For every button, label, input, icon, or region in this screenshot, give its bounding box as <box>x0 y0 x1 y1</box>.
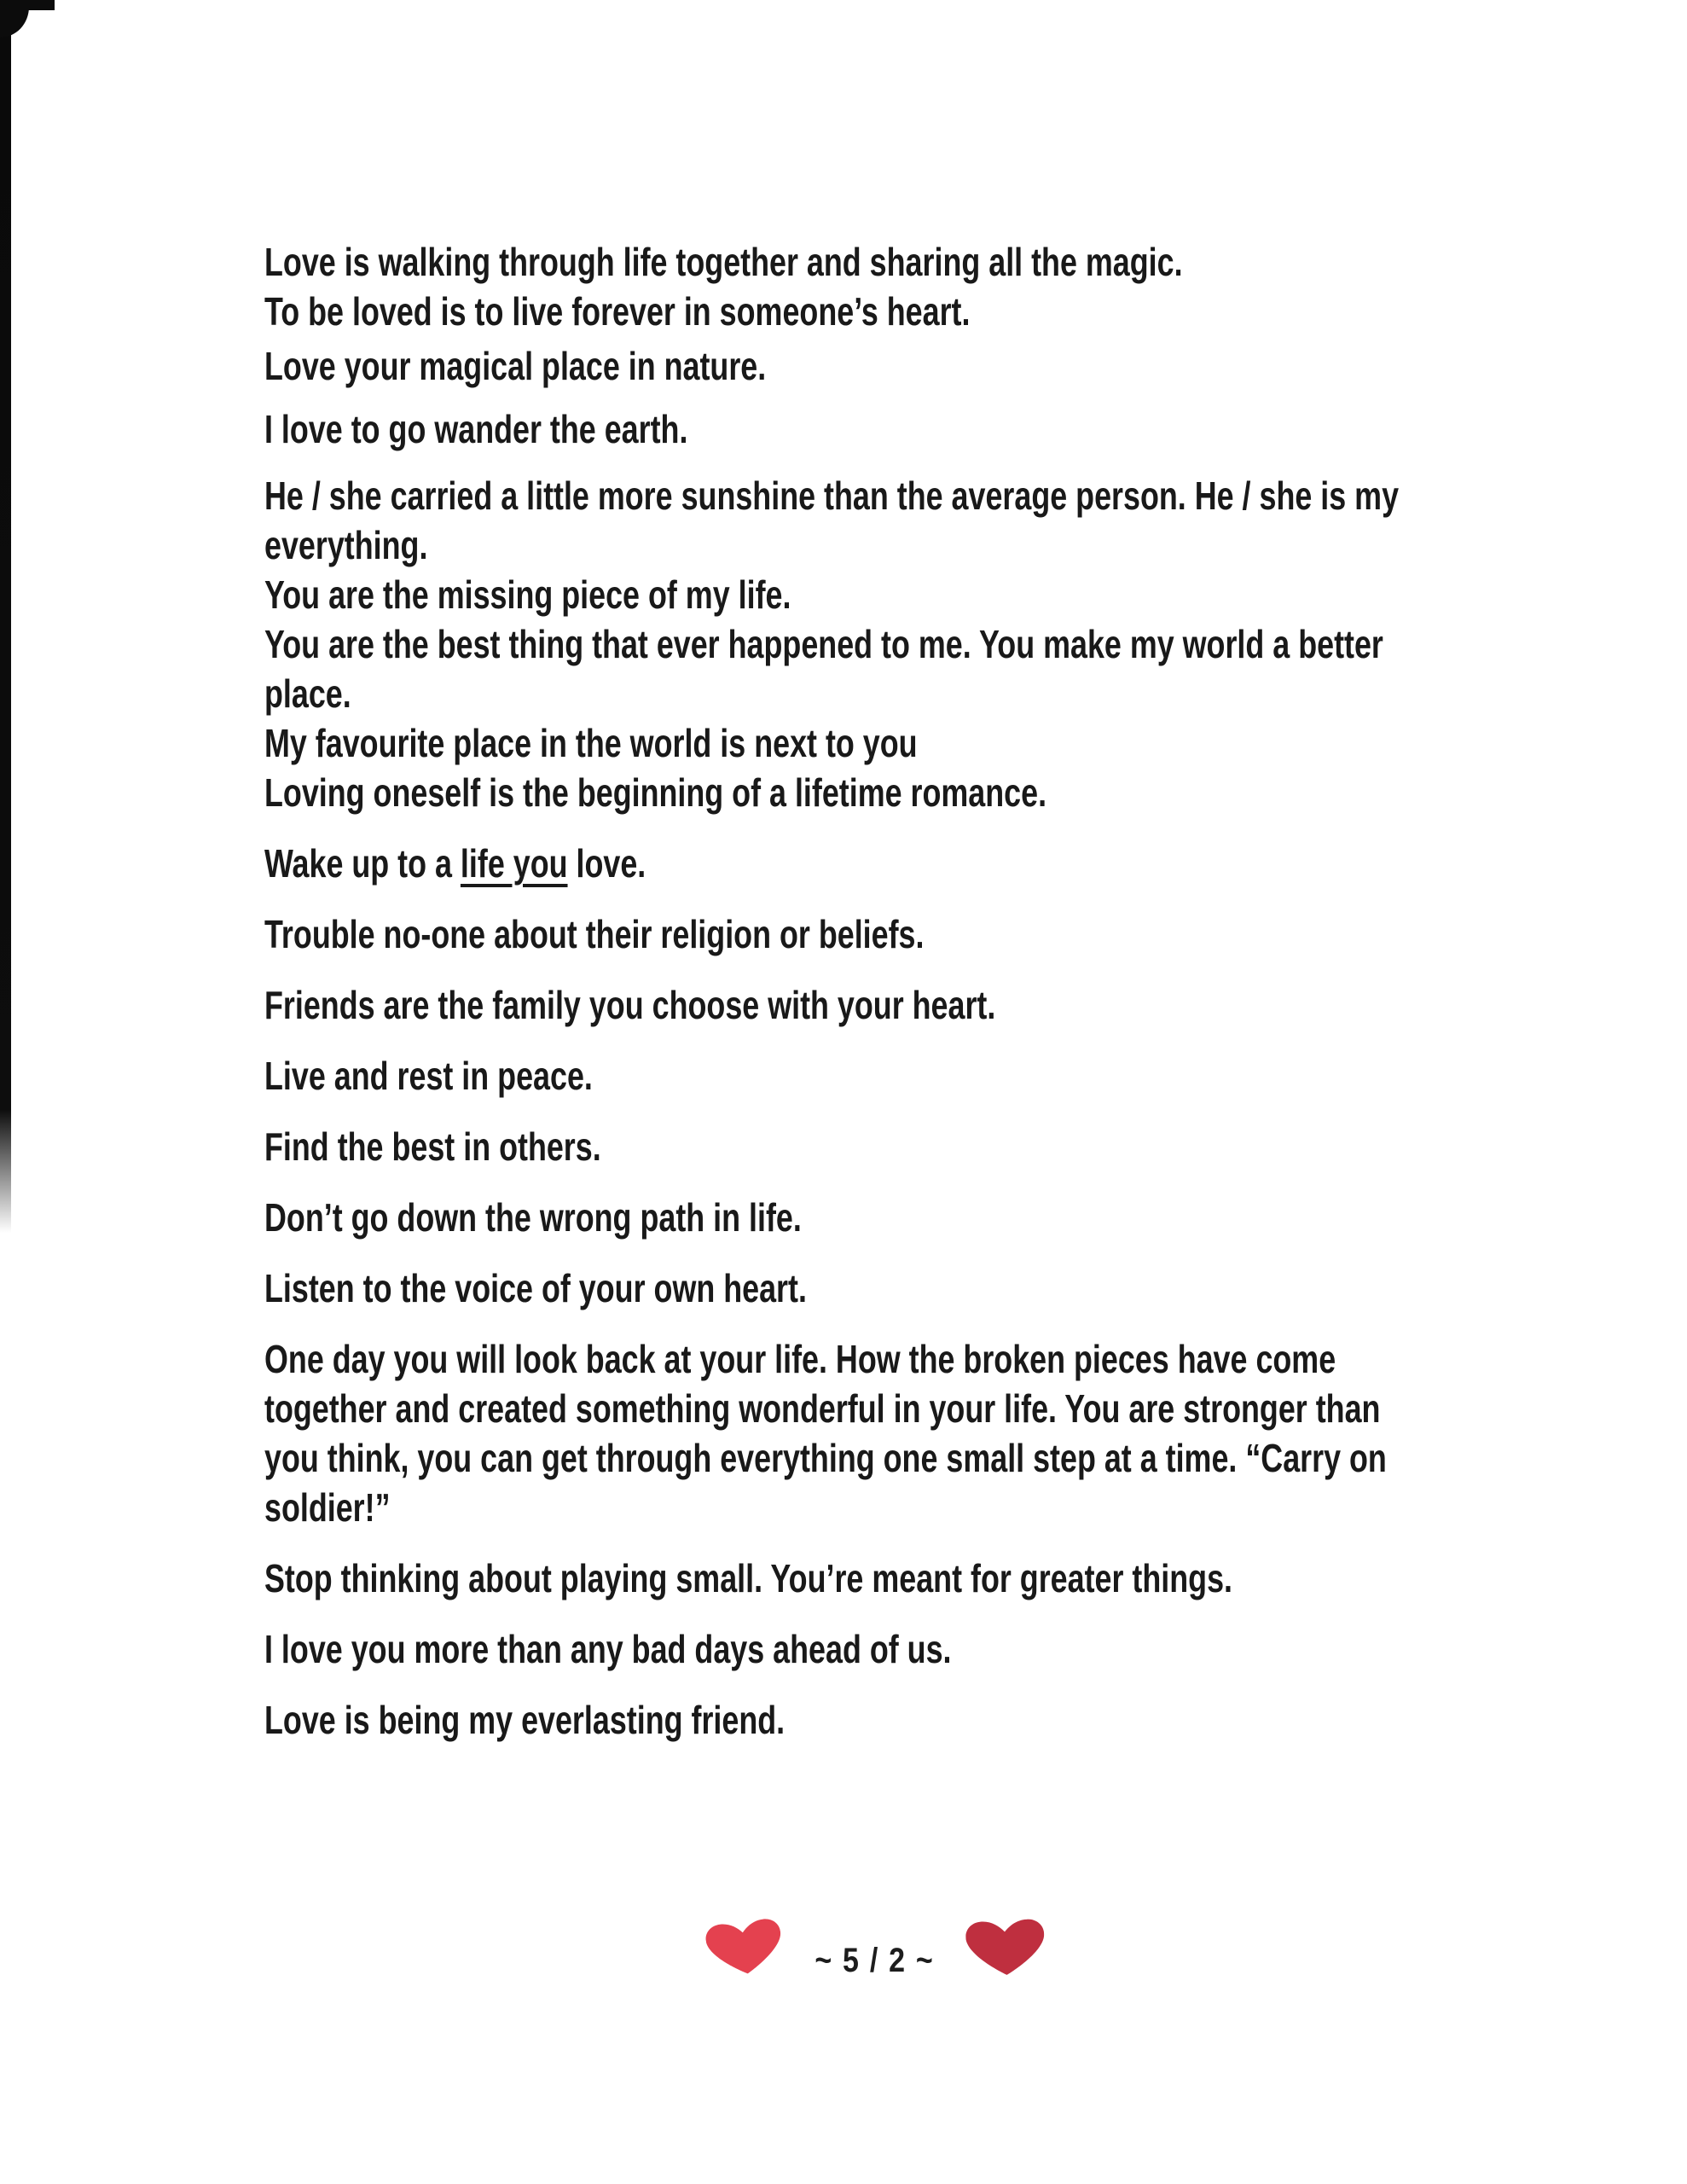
quote-paragraph <box>264 1695 1544 1745</box>
quote-line: Live and rest in peace. <box>264 1054 593 1098</box>
scan-artifact-left-edge <box>0 0 11 1233</box>
quote-paragraph <box>264 768 1544 817</box>
quote-line: Listen to the voice of your own heart. <box>264 1266 807 1310</box>
quote-line: He / she carried a little more sunshine than the average person. He / she is my <box>264 473 1400 518</box>
quote-paragraph <box>264 909 1544 959</box>
quote-text-post: love. <box>567 841 646 886</box>
quote-line: place. <box>264 671 351 716</box>
quote-paragraph <box>264 718 1544 768</box>
quote-line: You are the missing piece of my life. <box>264 572 791 617</box>
quote-line: everything. <box>264 523 428 567</box>
quote-paragraph <box>264 1051 1544 1101</box>
quote-paragraph <box>264 404 1544 454</box>
quote-line: To be loved is to live forever in someone’s heart. <box>264 289 971 334</box>
quote-line: My favourite place in the world is next to you <box>264 721 918 765</box>
underlined-text: life you <box>460 841 568 886</box>
quote-line: Love is walking through life together and sharing all the magic. <box>264 240 1183 284</box>
heart-icon <box>704 1917 785 1978</box>
heart-icon <box>965 1919 1046 1978</box>
quote-paragraph <box>264 1263 1544 1313</box>
page-number: ~ 5 / 2 ~ <box>814 1941 935 1979</box>
heart-shape <box>965 1919 1046 1978</box>
quote-paragraph-underlined <box>264 839 1544 888</box>
quote-paragraph <box>264 1193 1544 1242</box>
quote-line: I love to go wander the earth. <box>264 407 688 451</box>
quote-line: I love you more than any bad days ahead of us. <box>264 1627 952 1671</box>
quote-line: Find the best in others. <box>264 1124 601 1169</box>
quote-paragraph <box>264 1624 1544 1674</box>
quote-paragraph <box>264 619 1544 718</box>
scan-artifact-corner-curve <box>0 7 29 38</box>
heart-shape <box>704 1917 785 1978</box>
quote-paragraph <box>264 341 1544 391</box>
quote-paragraph <box>264 1554 1544 1603</box>
quote-line: Love is being my everlasting friend. <box>264 1698 786 1742</box>
quote-line: Loving oneself is the beginning of a lifetime romance. <box>264 770 1047 815</box>
quote-paragraph <box>264 471 1544 570</box>
quote-text-pre: Wake up to a <box>264 841 461 886</box>
quote-paragraph <box>264 1122 1544 1171</box>
quote-line: you think, you can get through everything one small step at a time. “Carry on <box>264 1436 1387 1480</box>
quote-line: Stop thinking about playing small. You’re meant for greater things. <box>264 1556 1233 1600</box>
quote-paragraph <box>264 570 1544 619</box>
quote-line: Don’t go down the wrong path in life. <box>264 1195 802 1240</box>
quote-line: Trouble no-one about their religion or beliefs. <box>264 912 925 956</box>
quote-paragraph <box>264 237 1544 287</box>
quote-line: together and created something wonderful in your life. You are stronger than <box>264 1386 1381 1431</box>
quote-line: One day you will look back at your life. How the broken pieces have come <box>264 1337 1336 1381</box>
quote-line: soldier!” <box>264 1485 391 1530</box>
quote-line: Love your magical place in nature. <box>264 344 767 388</box>
quote-line <box>264 839 1262 888</box>
quote-paragraph <box>264 287 1544 336</box>
page-footer <box>32 1901 1687 1995</box>
document-page <box>264 237 1544 1745</box>
quote-paragraph <box>264 980 1544 1030</box>
quote-line: You are the best thing that ever happened to me. You make my world a better <box>264 622 1383 666</box>
quote-line: Friends are the family you choose with your heart. <box>264 983 996 1027</box>
quote-paragraph <box>264 1334 1544 1532</box>
